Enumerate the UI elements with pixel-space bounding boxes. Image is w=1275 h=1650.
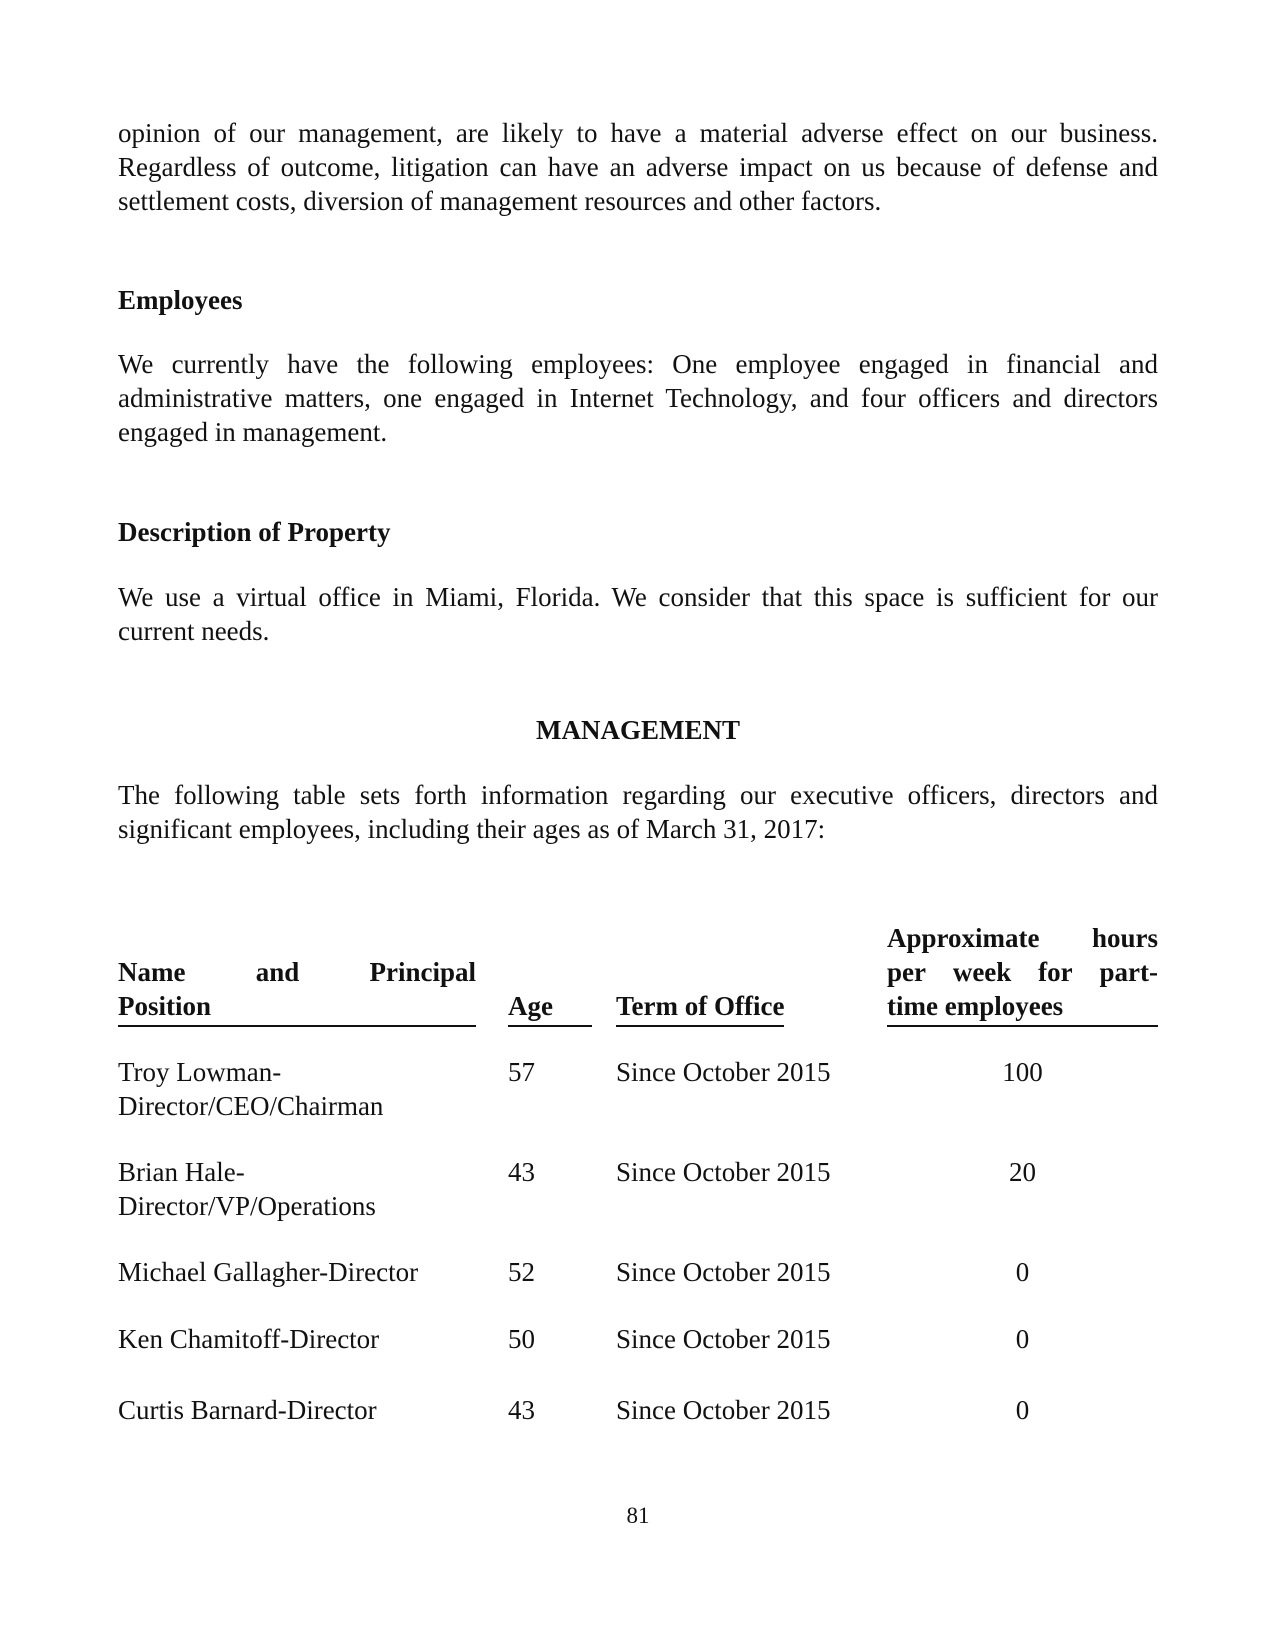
table-row-name: Curtis Barnard-Director [118, 1395, 377, 1425]
table-row-hours: 20 [1009, 1157, 1036, 1187]
hours-header-word: part- [1099, 957, 1158, 987]
table-row-age: 57 [508, 1057, 535, 1087]
name-header-word: and [255, 957, 300, 987]
column-header-hours [887, 921, 1158, 1027]
table-row-term: Since October 2015 [616, 1057, 831, 1087]
table-row-hours: 0 [1015, 1257, 1030, 1287]
table-row-age: 50 [508, 1324, 535, 1354]
name-line: Director/CEO/Chairman [118, 1091, 384, 1121]
name-line: Troy Lowman- [118, 1057, 282, 1087]
document-page [118, 0, 1158, 1650]
table-row-hours: 0 [1015, 1324, 1030, 1354]
column-header-age [508, 989, 592, 1027]
table-row-hours: 0 [1015, 1395, 1030, 1425]
hours-header-line3: time employees [887, 991, 1064, 1021]
hours-header-word: Approximate [887, 923, 1040, 953]
table-row-name [118, 1055, 498, 1123]
table-row-age: 52 [508, 1257, 535, 1287]
term-header-label: Term of Office [616, 989, 784, 1027]
table-row-age: 43 [508, 1157, 535, 1187]
table-row-term: Since October 2015 [616, 1157, 831, 1187]
table-row-hours: 100 [1002, 1057, 1043, 1087]
hours-header-word: for [1038, 957, 1073, 987]
employees-heading: Employees [118, 285, 243, 315]
hours-header-word: per [887, 957, 926, 987]
table-row-term: Since October 2015 [616, 1257, 831, 1287]
age-header-label: Age [508, 991, 553, 1021]
table-row-term: Since October 2015 [616, 1395, 831, 1425]
table-row-name [118, 1155, 498, 1223]
page-number: 81 [626, 1503, 650, 1528]
management-heading: MANAGEMENT [536, 715, 740, 745]
table-row-age: 43 [508, 1395, 535, 1425]
name-header-word: Principal [369, 957, 476, 987]
name-header-word: Name [118, 957, 186, 987]
column-header-name [118, 955, 476, 1027]
column-header-term [616, 989, 864, 1029]
name-line: Brian Hale- [118, 1157, 245, 1187]
property-heading: Description of Property [118, 517, 391, 547]
hours-header-word: week [952, 957, 1012, 987]
management-paragraph: The following table sets forth information regarding our executive officers, directors and significant employees, including their ages as of March 31, 2017: [118, 780, 1158, 844]
table-row-term: Since October 2015 [616, 1324, 831, 1354]
name-line: Director/VP/Operations [118, 1191, 376, 1221]
hours-header-word: hours [1091, 923, 1158, 953]
property-paragraph: We use a virtual office in Miami, Florida. We consider that this space is sufficient for our current needs. [118, 582, 1158, 646]
intro-paragraph: opinion of our management, are likely to have a material adverse effect on our business. Regardless of outcome, litigation can have an adverse impact on us because of defense and settlement costs, diversion of management resources and other factors. [118, 118, 1158, 216]
table-row-name: Ken Chamitoff-Director [118, 1324, 380, 1354]
name-header-line2: Position [118, 991, 212, 1021]
employees-paragraph: We currently have the following employees: One employee engaged in financial and administrative matters, one engaged in Internet Technology, and four officers and directors engaged in management. [118, 349, 1158, 447]
table-row-name: Michael Gallagher-Director [118, 1257, 419, 1287]
